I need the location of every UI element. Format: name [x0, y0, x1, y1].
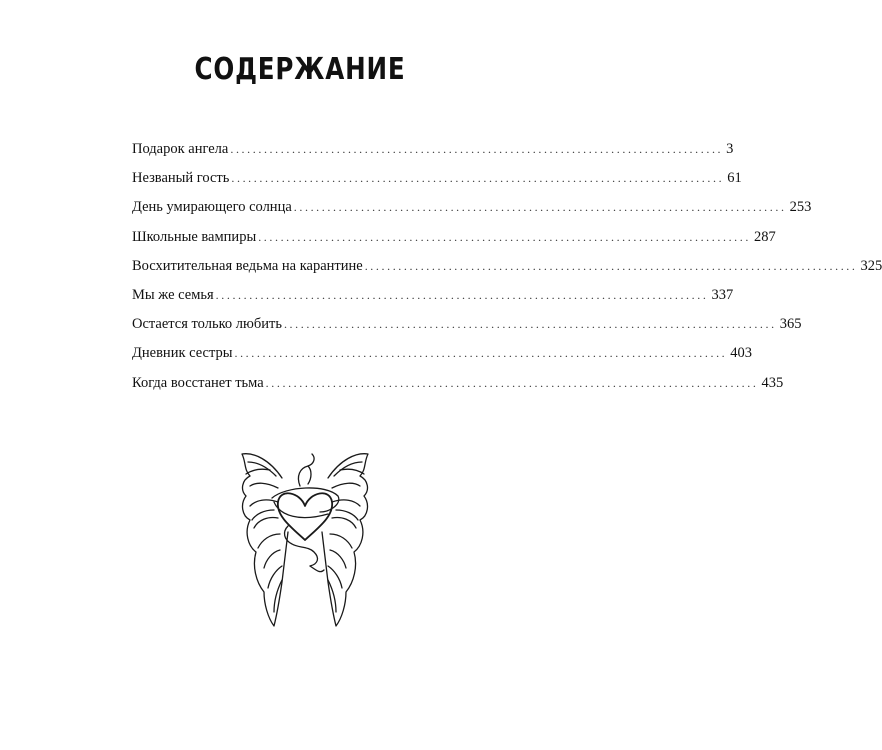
toc-leader-dots: ........................................................................................ — [231, 171, 725, 186]
toc-entry-page: 403 — [730, 345, 753, 362]
toc-leader-dots: ........................................................................................ — [234, 346, 728, 361]
toc-entry[interactable] — [132, 345, 753, 374]
page-title: СОДЕРЖАНИЕ — [194, 52, 406, 87]
toc-entry[interactable] — [132, 170, 742, 199]
toc-entry-title: Остается только любить — [132, 316, 282, 333]
toc-entry-title: Дневник сестры — [132, 345, 233, 362]
toc-entry[interactable] — [132, 199, 812, 228]
table-of-contents — [132, 141, 882, 404]
toc-entry-page: 3 — [726, 141, 734, 157]
toc-entry-page: 435 — [761, 374, 784, 391]
toc-entry-title: День умирающего солнца — [132, 199, 292, 216]
toc-leader-dots: ........................................................................................ — [293, 200, 787, 215]
toc-leader-dots: ........................................................................................ — [258, 229, 751, 244]
toc-entry-page: 325 — [860, 257, 882, 274]
toc-entry-title: Незваный гость — [132, 170, 230, 187]
winged-heart-icon — [230, 440, 380, 630]
toc-entry[interactable] — [132, 316, 802, 345]
toc-entry-title: Подарок ангела — [132, 141, 229, 157]
toc-entry[interactable] — [132, 374, 784, 404]
toc-entry[interactable] — [132, 257, 882, 287]
toc-entry-page: 253 — [789, 199, 812, 216]
toc-leader-dots: ........................................................................................ — [230, 142, 724, 156]
toc-entry-title: Мы же семья — [132, 286, 214, 303]
toc-leader-dots: ........................................................................................ — [215, 287, 709, 302]
toc-entry-title: Восхитительная ведьма на карантине — [132, 257, 363, 274]
toc-entry[interactable] — [132, 141, 734, 170]
toc-entry[interactable] — [132, 286, 734, 316]
toc-leader-dots: ........................................................................................ — [265, 375, 759, 390]
toc-leader-dots: ........................................................................................ — [283, 317, 777, 332]
toc-entry-page: 287 — [754, 228, 776, 245]
toc-entry-page: 365 — [779, 316, 802, 333]
toc-entry-page: 61 — [727, 170, 742, 187]
toc-entry-title: Когда восстанет тьма — [132, 374, 264, 391]
toc-leader-dots: ........................................................................................ — [364, 258, 858, 273]
toc-entry[interactable] — [132, 228, 776, 258]
toc-entry-page: 337 — [711, 286, 734, 303]
toc-entry-title: Школьные вампиры — [132, 228, 257, 245]
